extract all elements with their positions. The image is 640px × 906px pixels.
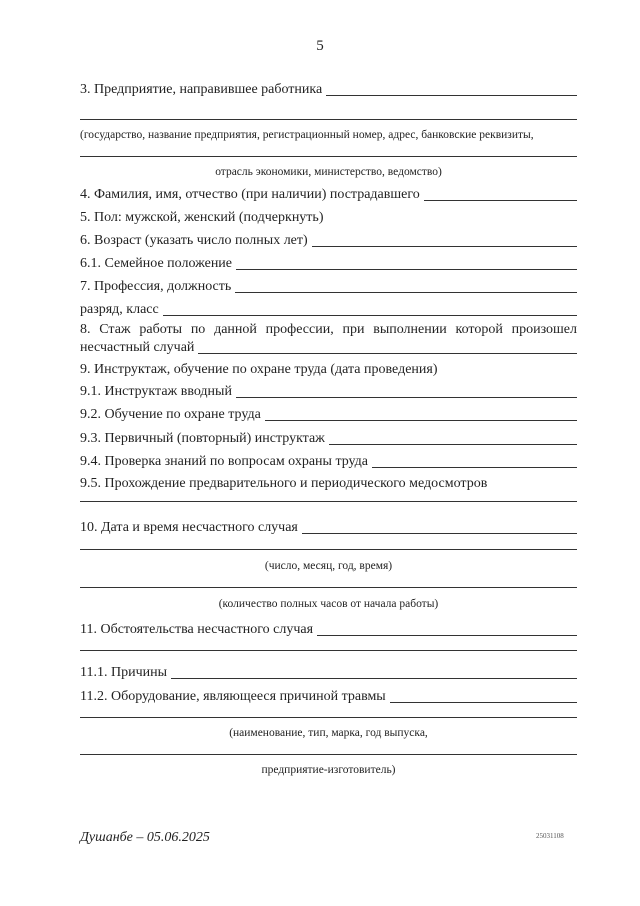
field-age-line <box>312 234 577 247</box>
field-primary-briefing-label: 9.3. Первичный (повторный) инструктаж <box>80 431 325 446</box>
page-number: 5 <box>316 38 324 54</box>
field-accident-datetime-line-3 <box>80 587 577 588</box>
field-accident-datetime-caption-1: (число, месяц, год, время) <box>264 560 393 572</box>
field-accident-datetime-line-2 <box>80 549 577 550</box>
field-equipment-line <box>390 690 577 703</box>
field-knowledge-check-label: 9.4. Проверка знаний по вопросам охраны труда <box>80 454 368 469</box>
field-circumstances-line-2 <box>80 650 577 651</box>
field-enterprise-caption-2: отрасль экономики, министерство, ведомство) <box>215 166 442 178</box>
field-equipment-caption-2: предприятие-изготовитель) <box>261 764 396 776</box>
field-marital-status-line <box>236 257 577 270</box>
field-causes-label: 11.1. Причины <box>80 665 168 680</box>
field-victim-name-line <box>424 188 577 201</box>
field-profession-label: 7. Профессия, должность <box>80 279 232 294</box>
field-circumstances-line <box>317 623 577 636</box>
field-causes-line <box>171 666 577 679</box>
field-enterprise-label: 3. Предприятие, направившее работника <box>80 82 323 97</box>
field-equipment-caption-1: (наименование, тип, марка, год выпуска, <box>229 727 428 739</box>
field-circumstances-label: 11. Обстоятельства несчастного случая <box>80 622 314 637</box>
field-circumstances <box>80 620 577 638</box>
field-rank-label: разряд, класс <box>80 302 159 317</box>
field-intro-briefing-label: 9.1. Инструктаж вводный <box>80 384 232 399</box>
field-sex-label: 5. Пол: мужской, женский (подчеркнуть) <box>80 210 324 225</box>
field-accident-datetime-caption-2: (количество полных часов от начала работы) <box>218 598 439 610</box>
field-briefing-heading-label: 9. Инструктаж, обучение по охране труда (дата проведения) <box>80 362 438 377</box>
field-accident-datetime-label: 10. Дата и время несчастного случая <box>80 520 298 535</box>
field-equipment-line-2 <box>80 717 577 718</box>
footer-document-code: 25031108 <box>536 832 564 840</box>
field-causes <box>80 663 577 681</box>
field-equipment <box>80 687 577 705</box>
field-safety-training <box>80 405 577 423</box>
field-age-label: 6. Возраст (указать число полных лет) <box>80 233 308 248</box>
field-experience-label-1: 8. Стаж работы по данной профессии, при выполнении которой произошел <box>80 322 577 337</box>
field-equipment-label: 11.2. Оборудование, являющееся причиной травмы <box>80 689 386 704</box>
field-primary-briefing-line <box>329 432 577 445</box>
field-intro-briefing-line <box>236 385 577 398</box>
field-briefing-heading <box>80 360 577 378</box>
field-age <box>80 231 577 249</box>
field-accident-datetime-line <box>302 521 577 534</box>
field-rank <box>80 300 577 318</box>
field-sex <box>80 208 577 226</box>
field-intro-briefing <box>80 382 577 400</box>
field-enterprise-line-2 <box>80 119 577 120</box>
field-profession-line <box>235 280 577 293</box>
field-experience-line <box>198 341 577 354</box>
field-profession <box>80 277 577 295</box>
field-enterprise-caption-1: (государство, название предприятия, регистрационный номер, адрес, банковские реквизиты, <box>80 129 534 141</box>
field-experience-label-2: несчастный случай <box>80 340 195 355</box>
field-medical-exam-line <box>80 501 577 502</box>
field-enterprise <box>80 80 577 98</box>
field-experience <box>80 338 577 356</box>
field-safety-training-line <box>265 408 577 421</box>
field-rank-line <box>163 303 577 316</box>
field-accident-datetime <box>80 518 577 536</box>
footer-city-date: Душанбе – 05.06.2025 <box>80 830 210 845</box>
field-marital-status-label: 6.1. Семейное положение <box>80 256 233 271</box>
field-marital-status <box>80 254 577 272</box>
field-medical-exam-label: 9.5. Прохождение предварительного и периодического медосмотров <box>80 476 488 491</box>
field-knowledge-check-line <box>372 455 577 468</box>
field-enterprise-line-3 <box>80 156 577 157</box>
field-victim-name <box>80 185 577 203</box>
field-medical-exam <box>80 474 577 492</box>
field-safety-training-label: 9.2. Обучение по охране труда <box>80 407 261 422</box>
field-primary-briefing <box>80 429 577 447</box>
field-equipment-line-3 <box>80 754 577 755</box>
field-enterprise-line <box>326 83 577 96</box>
field-victim-name-label: 4. Фамилия, имя, отчество (при наличии) пострадавшего <box>80 187 420 202</box>
field-experience-line-1 <box>80 320 577 338</box>
field-knowledge-check <box>80 452 577 470</box>
